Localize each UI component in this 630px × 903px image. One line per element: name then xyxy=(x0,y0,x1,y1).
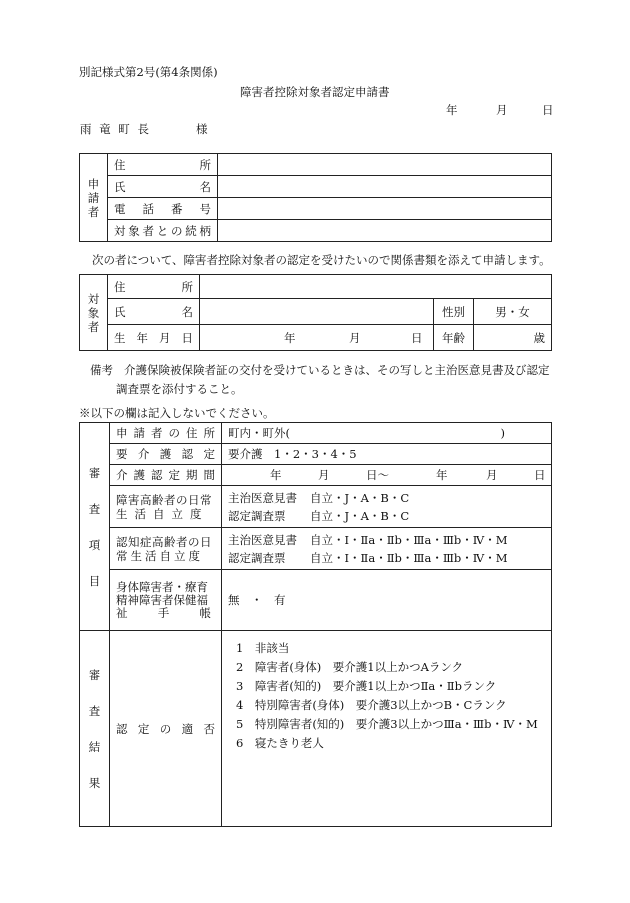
review-table xyxy=(79,422,552,827)
remarks-line1: 介護保険被保険者証の交付を受けているときは、その写しと主治医意見書及び認定 xyxy=(124,363,550,377)
review-handbook-field[interactable]: 無 ・ 有 xyxy=(222,570,552,631)
review-group-label: 審 査 項 目 xyxy=(80,423,110,631)
date-year: 年 xyxy=(446,103,458,117)
review-period-field[interactable]: 年 月 日〜 年 月 日 xyxy=(222,465,552,486)
applicant-address-field[interactable] xyxy=(218,154,552,176)
review-handbook-label: 身体障害者・療育 精神障害者保健福 祉 手 帳 xyxy=(110,570,222,631)
subject-age-label: 年齢 xyxy=(433,325,473,351)
subject-address-label: 住 所 xyxy=(108,275,200,299)
office-note: ※以下の欄は記入しないでください。 xyxy=(79,406,275,420)
subject-table xyxy=(79,274,552,351)
review-care-level-label: 要 介 護 認 定 xyxy=(110,444,222,465)
result-options[interactable] xyxy=(222,631,552,827)
result-group-label: 審 査 結 果 xyxy=(80,631,110,827)
subject-name-field[interactable] xyxy=(200,299,434,325)
result-option-3[interactable]: 3 障害者(知的) 要介護1以上かつⅡa・Ⅱbランク xyxy=(236,679,497,693)
result-option-4[interactable]: 4 特別障害者(身体) 要介護3以上かつB・Cランク xyxy=(236,698,507,712)
review-elderly-label: 障害高齢者の日常 生活自立度 xyxy=(110,486,222,528)
date-day: 日 xyxy=(542,103,554,117)
review-address-label: 申 請 者 の 住 所 xyxy=(110,423,222,444)
subject-gender-field[interactable]: 男・女 xyxy=(473,299,551,325)
date-month: 月 xyxy=(496,103,508,117)
applicant-phone-field[interactable] xyxy=(218,198,552,220)
applicant-table xyxy=(79,153,552,242)
applicant-phone-label: 電 話 番 号 xyxy=(108,198,218,220)
applicant-address-label: 住 所 xyxy=(108,154,218,176)
review-dementia-field[interactable]: 主治医意見書 自立・Ⅰ・Ⅱa・Ⅱb・Ⅲa・Ⅲb・Ⅳ・M 認定調査票 自立・Ⅰ・Ⅱa・Ⅱb・Ⅲa・Ⅲb・Ⅳ・M xyxy=(222,528,552,570)
review-address-field[interactable]: 町内・町外( ) xyxy=(222,423,552,444)
applicant-name-field[interactable] xyxy=(218,176,552,198)
result-option-1[interactable]: 1 非該当 xyxy=(236,641,290,655)
document-title: 障害者控除対象者認定申請書 xyxy=(240,85,390,99)
addressee: 雨 竜 町 長 xyxy=(80,122,151,136)
review-dementia-label: 認知症高齢者の日 常生活自立度 xyxy=(110,528,222,570)
review-elderly-field[interactable]: 主治医意見書 自立・J・A・B・C 認定調査票 自立・J・A・B・C xyxy=(222,486,552,528)
subject-birth-field[interactable]: 年 月 日 xyxy=(200,325,434,351)
subject-group-label: 対 象 者 xyxy=(80,275,108,351)
subject-gender-label: 性別 xyxy=(433,299,473,325)
form-number: 別記様式第2号(第4条関係) xyxy=(79,65,218,79)
honorific: 様 xyxy=(196,122,208,136)
applicant-relation-label: 対 象 者 と の 続 柄 xyxy=(108,220,218,242)
subject-address-field[interactable] xyxy=(200,275,552,299)
result-label: 認 定 の 適 否 xyxy=(110,631,222,827)
applicant-name-label: 氏 名 xyxy=(108,176,218,198)
statement: 次の者について、障害者控除対象者の認定を受けたいので関係書類を添えて申請します。 xyxy=(92,253,551,267)
remarks-label: 備考 xyxy=(90,363,113,377)
applicant-relation-field[interactable] xyxy=(218,220,552,242)
subject-age-field[interactable]: 歳 xyxy=(473,325,551,351)
review-care-level-field[interactable]: 要介護 1・2・3・4・5 xyxy=(222,444,552,465)
applicant-group-label: 申 請 者 xyxy=(80,154,108,242)
result-option-6[interactable]: 6 寝たきり老人 xyxy=(236,736,324,750)
result-option-5[interactable]: 5 特別障害者(知的) 要介護3以上かつⅢa・Ⅲb・Ⅳ・M xyxy=(236,717,538,731)
subject-birth-label: 生 年 月 日 xyxy=(108,325,200,351)
subject-name-label: 氏 名 xyxy=(108,299,200,325)
review-period-label: 介 護 認 定 期 間 xyxy=(110,465,222,486)
remarks-line2: 調査票を添付すること。 xyxy=(116,382,243,396)
result-option-2[interactable]: 2 障害者(身体) 要介護1以上かつAランク xyxy=(236,660,464,674)
